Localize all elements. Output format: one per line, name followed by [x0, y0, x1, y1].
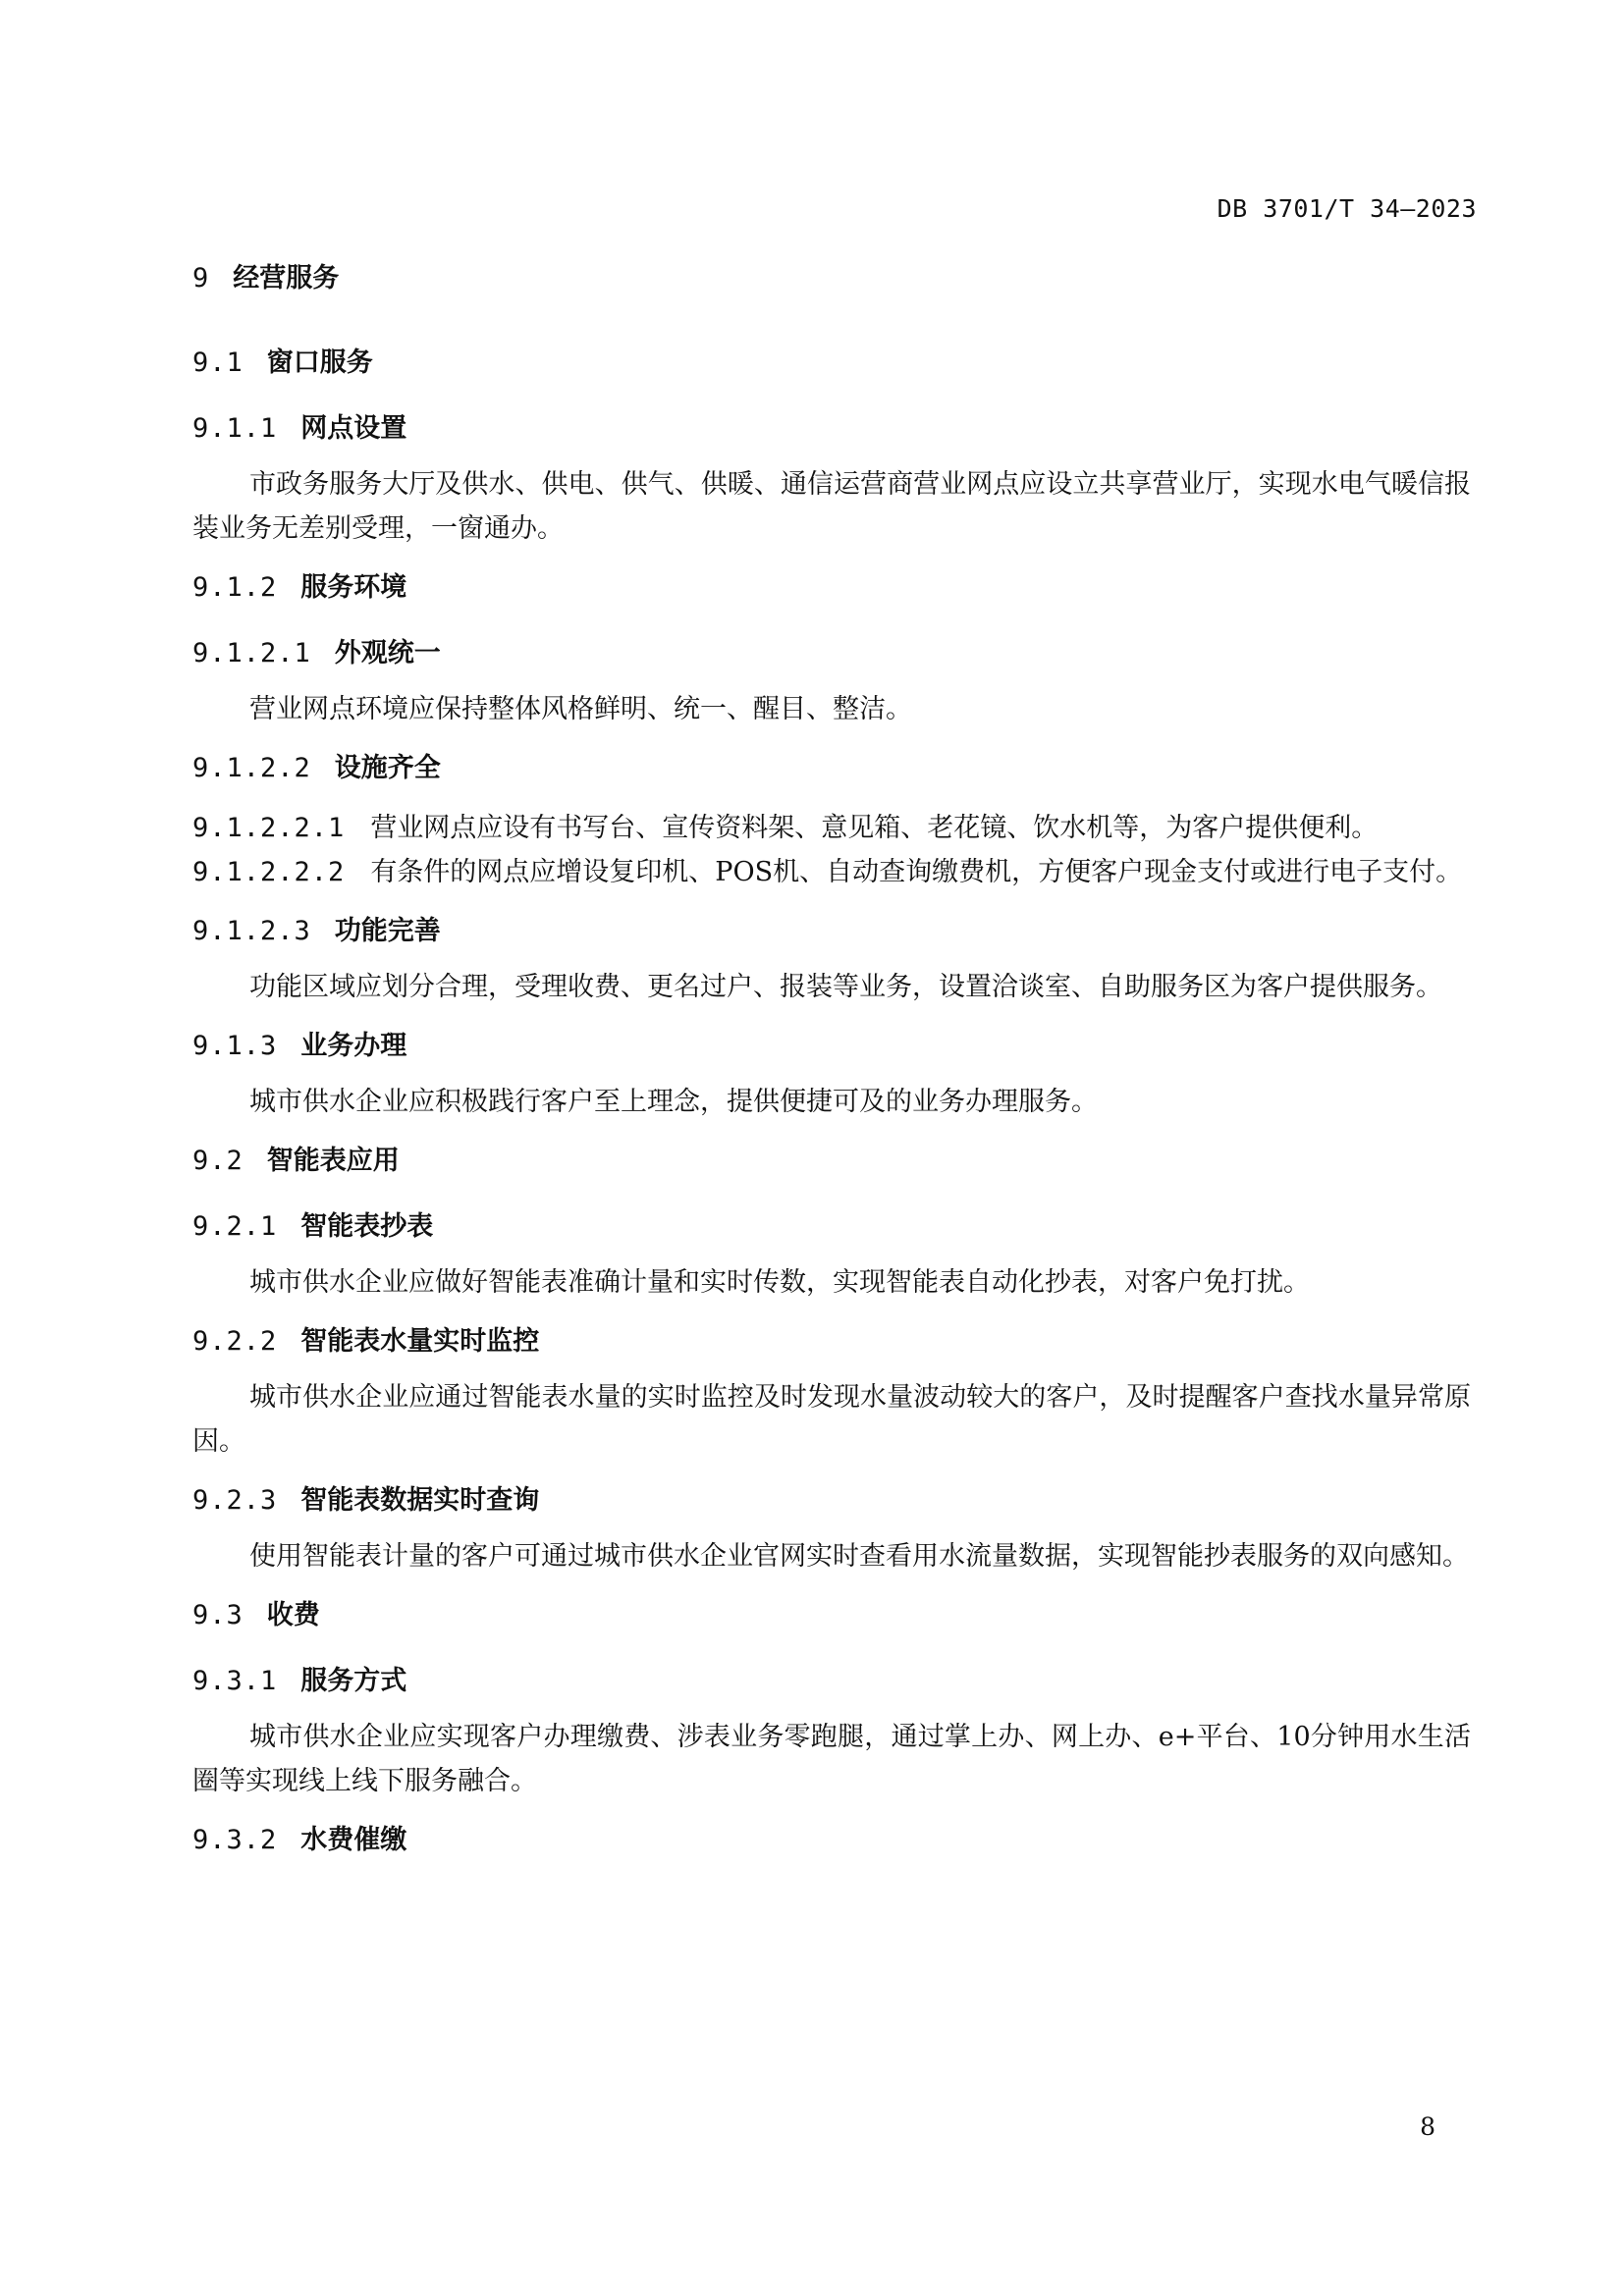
- heading-number: 9.2: [192, 1146, 244, 1176]
- heading-9-1: [192, 346, 1471, 381]
- heading-title: 智能表应用: [266, 1146, 400, 1176]
- heading-9-1-2: [192, 570, 1471, 606]
- heading-number: 9.1.2.1: [192, 638, 311, 668]
- heading-number: 9.2.1: [192, 1211, 278, 1242]
- heading-title: 水费催缴: [300, 1825, 407, 1855]
- heading-number: 9: [192, 263, 210, 294]
- heading-number: 9.2.3: [192, 1485, 278, 1516]
- heading-number: 9.1.1: [192, 413, 278, 444]
- heading-title: 智能表水量实时监控: [300, 1326, 540, 1357]
- heading-number: 9.3.2: [192, 1825, 278, 1855]
- heading-number: 9.1.2: [192, 572, 278, 603]
- heading-title: 设施齐全: [334, 753, 441, 783]
- heading-number: 9.1.2.3: [192, 916, 311, 946]
- heading-9-2-3: [192, 1483, 1471, 1519]
- heading-title: 经营服务: [233, 263, 340, 294]
- heading-9-2-2: [192, 1324, 1471, 1360]
- heading-title: 业务办理: [300, 1031, 407, 1061]
- paragraph-9-1-3: 城市供水企业应积极践行客户至上理念，提供便捷可及的业务办理服务。: [249, 1087, 1098, 1117]
- heading-9: [192, 261, 1471, 296]
- heading-number: 9.3: [192, 1600, 244, 1630]
- heading-number: 9.1.3: [192, 1031, 278, 1061]
- clause-number: 9.1.2.2.1: [192, 813, 346, 843]
- heading-title: 外观统一: [334, 638, 441, 668]
- heading-number: 9.3.1: [192, 1666, 278, 1696]
- heading-title: 功能完善: [334, 916, 441, 946]
- clause-text: 营业网点应设有书写台、宣传资料架、意见箱、老花镜、饮水机等，为客户提供便利。: [370, 813, 1379, 843]
- document-body: [192, 261, 1471, 1858]
- heading-number: 9.1: [192, 347, 244, 378]
- paragraph-9-2-3: 使用智能表计量的客户可通过城市供水企业官网实时查看用水流量数据，实现智能抄表服务的双向感知。: [249, 1541, 1469, 1572]
- clause-9-1-2-2-1: [192, 806, 1471, 850]
- page-number: 8: [1420, 2112, 1435, 2141]
- heading-title: 智能表数据实时查询: [300, 1485, 540, 1516]
- heading-9-3: [192, 1598, 1471, 1633]
- heading-number: 9.1.2.2: [192, 753, 311, 783]
- heading-title: 窗口服务: [266, 347, 373, 378]
- heading-9-2: [192, 1144, 1471, 1179]
- paragraph-9-3-1: 城市供水企业应实现客户办理缴费、涉表业务零跑腿，通过掌上办、网上办、e+平台、10分钟用水生活圈等实现线上线下服务融合。: [192, 1722, 1471, 1796]
- clause-9-1-2-2-2: [192, 850, 1471, 894]
- heading-9-1-2-2: [192, 751, 1471, 786]
- paragraph-9-2-1: 城市供水企业应做好智能表准确计量和实时传数，实现智能表自动化抄表，对客户免打扰。: [249, 1267, 1310, 1298]
- heading-title: 服务环境: [300, 572, 407, 603]
- paragraph-9-1-2-3: 功能区域应划分合理，受理收费、更名过户、报装等业务，设置洽谈室、自助服务区为客户提供服务。: [249, 972, 1442, 1002]
- heading-9-1-1: [192, 411, 1471, 447]
- paragraph-9-1-1: 市政务服务大厅及供水、供电、供气、供暖、通信运营商营业网点应设立共享营业厅，实现水电气暖信报装业务无差别受理，一窗通办。: [192, 469, 1471, 544]
- heading-number: 9.2.2: [192, 1326, 278, 1357]
- heading-9-2-1: [192, 1209, 1471, 1245]
- heading-title: 收费: [266, 1600, 320, 1630]
- clause-number: 9.1.2.2.2: [192, 857, 346, 887]
- heading-9-1-2-3: [192, 914, 1471, 949]
- heading-9-3-2: [192, 1823, 1471, 1858]
- paragraph-9-2-2: 城市供水企业应通过智能表水量的实时监控及时发现水量波动较大的客户，及时提醒客户查找水量异常原因。: [192, 1382, 1471, 1457]
- heading-title: 网点设置: [300, 413, 407, 444]
- standard-code: DB 3701/T 34—2023: [1217, 194, 1477, 223]
- heading-title: 智能表抄表: [300, 1211, 434, 1242]
- paragraph-9-1-2-1: 营业网点环境应保持整体风格鲜明、统一、醒目、整洁。: [249, 694, 912, 724]
- clause-text: 有条件的网点应增设复印机、POS机、自动查询缴费机，方便客户现金支付或进行电子支付。: [370, 857, 1463, 887]
- heading-9-1-3: [192, 1029, 1471, 1064]
- heading-9-3-1: [192, 1664, 1471, 1699]
- heading-9-1-2-1: [192, 636, 1471, 671]
- heading-title: 服务方式: [300, 1666, 407, 1696]
